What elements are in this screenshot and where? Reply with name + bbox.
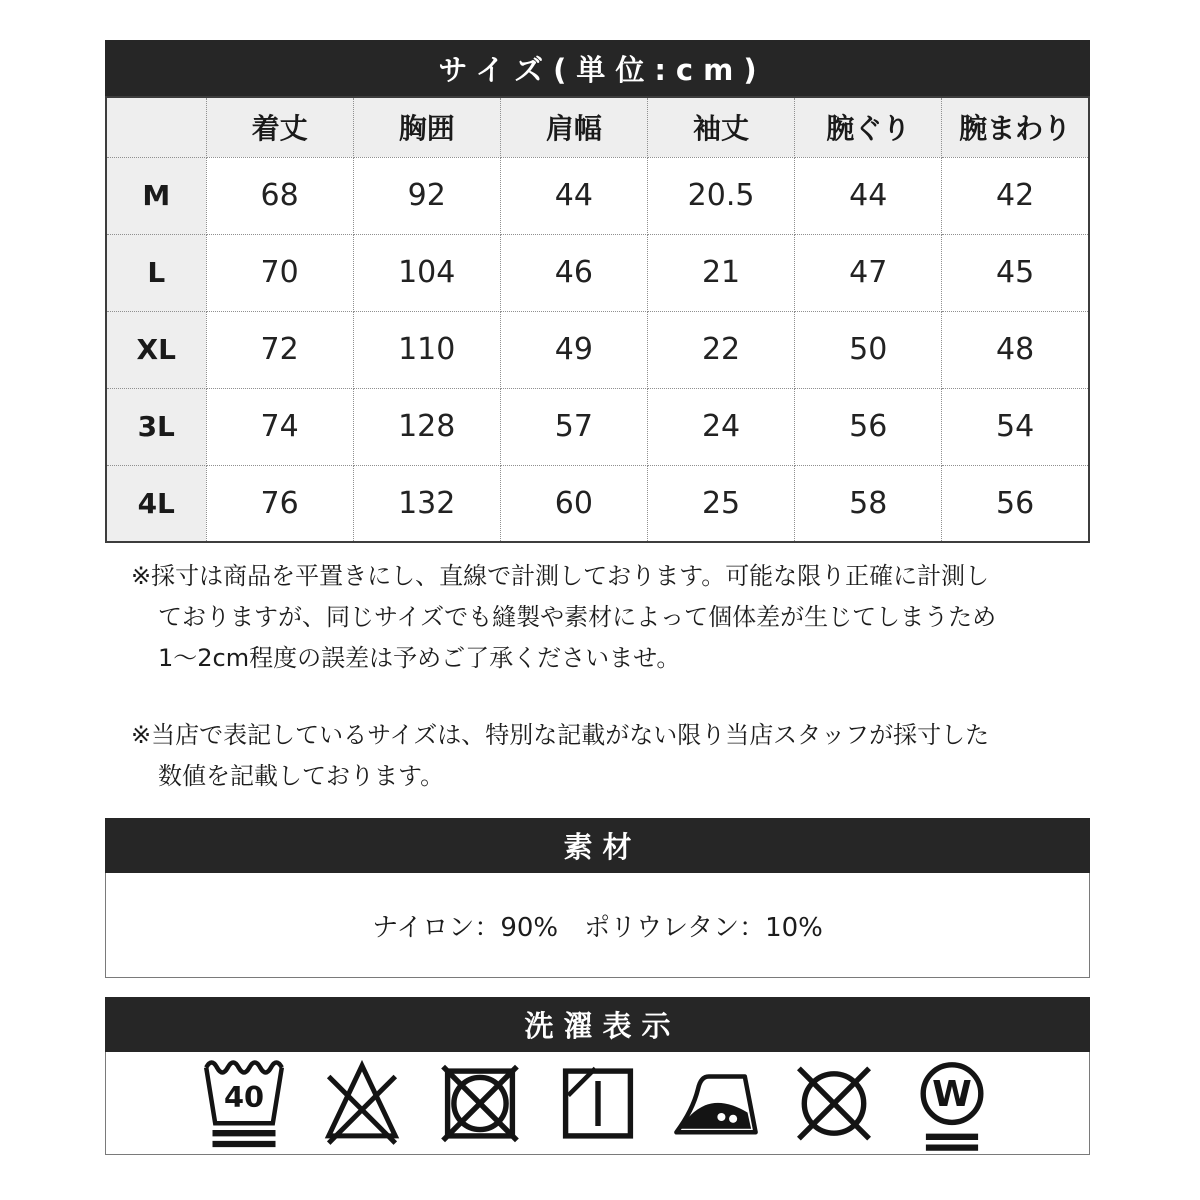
table-row-l	[106, 234, 1089, 311]
cell: 24	[647, 388, 794, 465]
do-not-tumble-dry-icon	[435, 1053, 525, 1154]
row-label: XL	[106, 311, 206, 388]
size-table-header-row	[106, 97, 1089, 157]
cell: 76	[206, 465, 353, 542]
cell: 74	[206, 388, 353, 465]
row-label: 3L	[106, 388, 206, 465]
table-row-m	[106, 157, 1089, 234]
column-header-length: 着丈	[206, 97, 353, 157]
cell: 57	[500, 388, 647, 465]
cell: 49	[500, 311, 647, 388]
cell: 45	[942, 234, 1089, 311]
wash-40-very-gentle-icon	[199, 1053, 289, 1154]
note-line: ておりますが、同じサイズでも縫製や素材によって個体差が生じてしまうため	[158, 603, 997, 631]
note-line: 数値を記載しております。	[158, 762, 445, 790]
table-row-4l	[106, 465, 1089, 542]
measurement-notes	[131, 556, 1041, 797]
cell: 47	[795, 234, 942, 311]
cell: 60	[500, 465, 647, 542]
cell: 110	[353, 311, 500, 388]
cell: 128	[353, 388, 500, 465]
cell: 25	[647, 465, 794, 542]
note-measurement-accuracy	[131, 556, 1041, 679]
column-header-chest: 胸囲	[353, 97, 500, 157]
cell: 50	[795, 311, 942, 388]
column-header-sleeve: 袖丈	[647, 97, 794, 157]
cell: 21	[647, 234, 794, 311]
cell: 44	[500, 157, 647, 234]
iron-medium-heat-icon	[671, 1053, 761, 1154]
cell: 132	[353, 465, 500, 542]
note-line: ※当店で表記しているサイズは、特別な記載がない限り当店スタッフが採寸した	[131, 721, 990, 749]
table-row-3l	[106, 388, 1089, 465]
cell: 72	[206, 311, 353, 388]
size-table-section	[105, 40, 1090, 543]
corner-cell	[106, 97, 206, 157]
cell: 42	[942, 157, 1089, 234]
laundry-care-section	[105, 997, 1090, 1155]
cell: 44	[795, 157, 942, 234]
cell: 68	[206, 157, 353, 234]
table-row-xl	[106, 311, 1089, 388]
note-line: ※採寸は商品を平置きにし、直線で計測しております。可能な限り正確に計測し	[131, 562, 990, 590]
cell: 46	[500, 234, 647, 311]
cell: 70	[206, 234, 353, 311]
cell: 104	[353, 234, 500, 311]
cell: 54	[942, 388, 1089, 465]
svg-text:W: W	[931, 1073, 972, 1115]
size-table	[105, 96, 1090, 543]
note-line: 1〜2cm程度の誤差は予めご了承くださいませ。	[158, 644, 681, 672]
cell: 48	[942, 311, 1089, 388]
row-label: L	[106, 234, 206, 311]
laundry-title: 洗濯表示	[524, 1009, 681, 1043]
cell: 20.5	[647, 157, 794, 234]
cell: 92	[353, 157, 500, 234]
row-label: M	[106, 157, 206, 234]
note-staff-measured	[131, 715, 1041, 797]
column-header-armhole: 腕ぐり	[795, 97, 942, 157]
hang-dry-in-shade-icon	[553, 1053, 643, 1154]
cell: 22	[647, 311, 794, 388]
cell: 58	[795, 465, 942, 542]
do-not-bleach-icon	[317, 1053, 407, 1154]
column-header-arm-circumference: 腕まわり	[942, 97, 1089, 157]
column-header-shoulder: 肩幅	[500, 97, 647, 157]
svg-text:40: 40	[223, 1079, 264, 1114]
wet-clean-very-gentle-icon	[907, 1053, 997, 1154]
laundry-title-bar	[105, 997, 1090, 1052]
size-title-bar	[105, 40, 1090, 96]
material-section	[105, 818, 1090, 978]
material-title: 素材	[563, 830, 642, 864]
row-label: 4L	[106, 465, 206, 542]
size-title: サイズ(単位:cm)	[438, 52, 767, 87]
cell: 56	[942, 465, 1089, 542]
material-composition: ナイロン：90% ポリウレタン：10%	[372, 912, 823, 943]
cell: 56	[795, 388, 942, 465]
do-not-dry-clean-icon	[789, 1053, 879, 1154]
laundry-icon-row	[106, 1052, 1089, 1154]
material-title-bar	[105, 818, 1090, 873]
